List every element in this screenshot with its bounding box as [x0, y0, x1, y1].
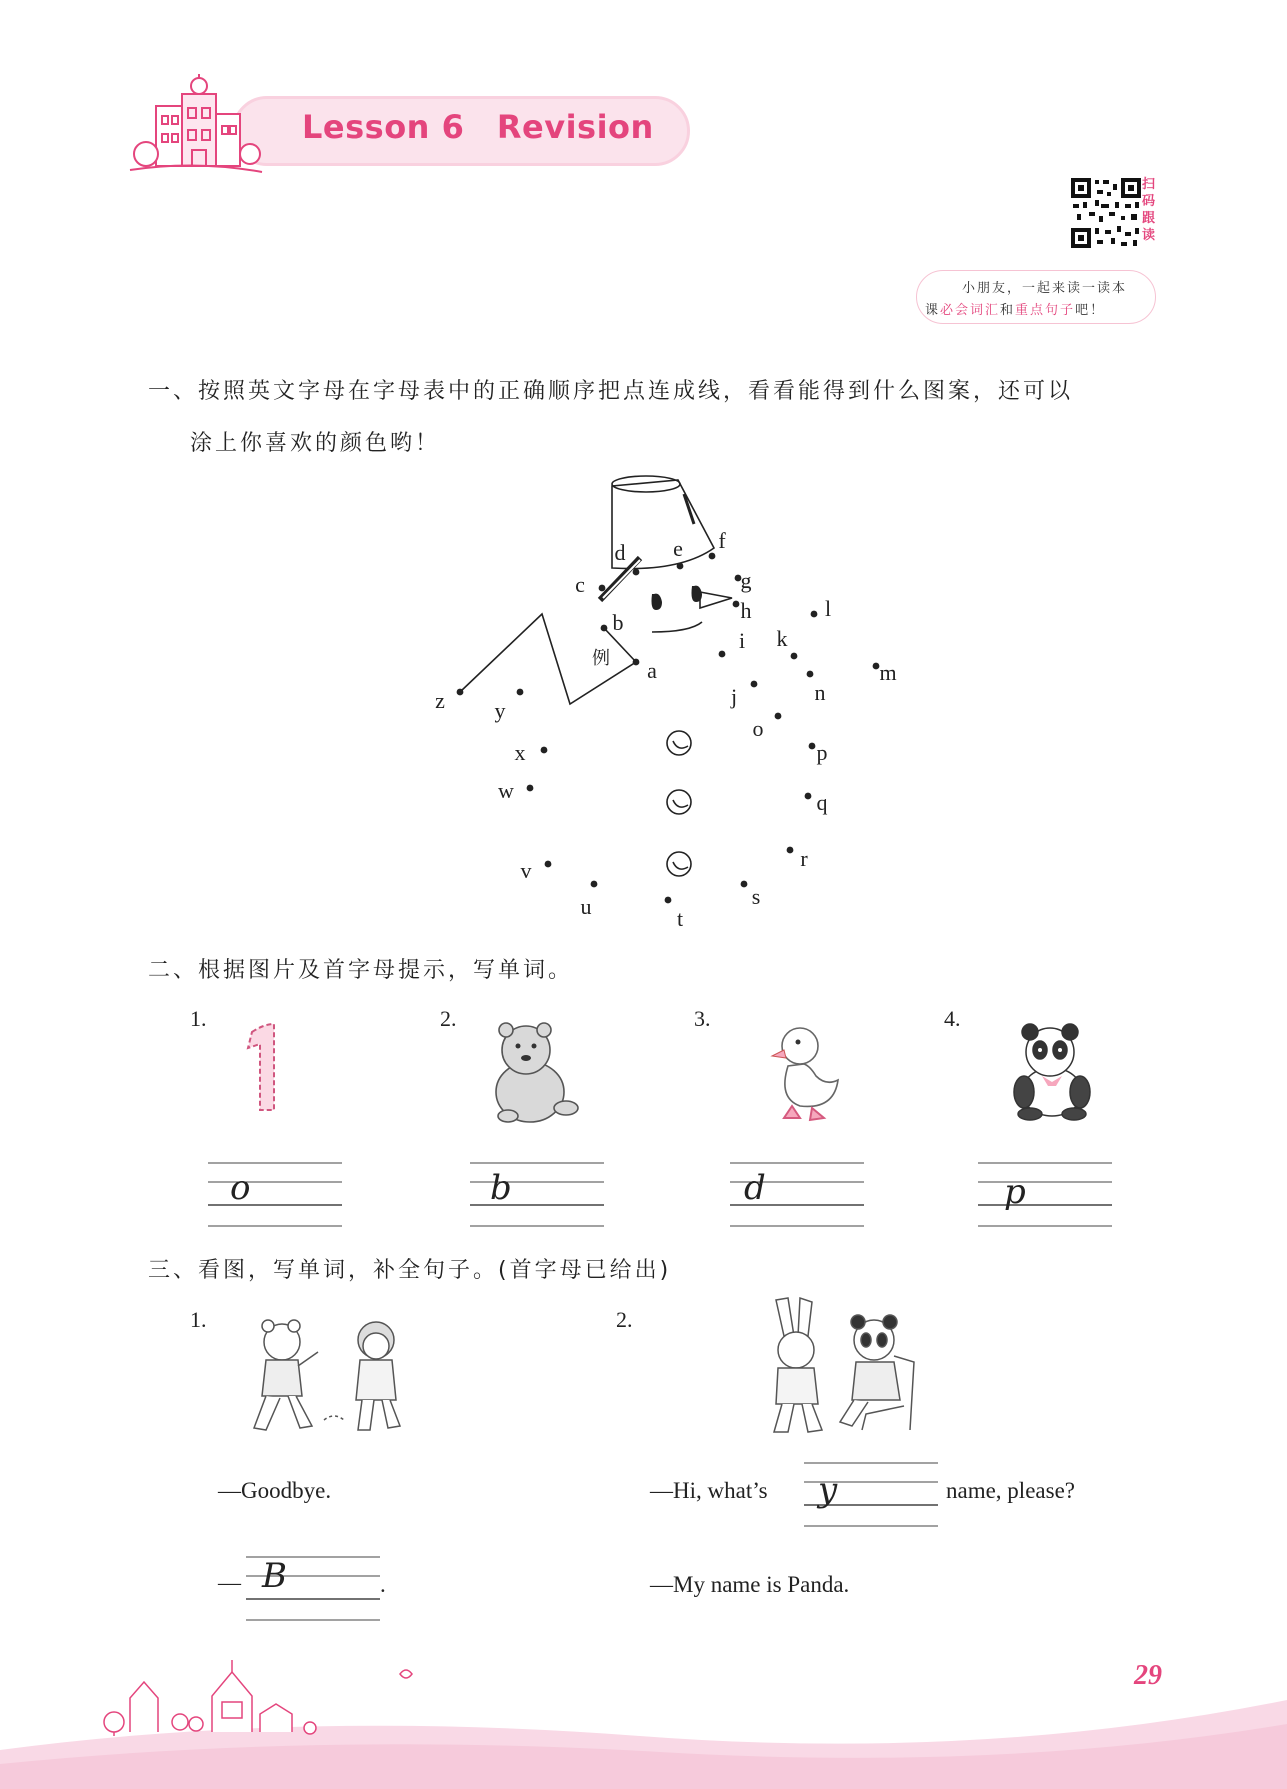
dot-label-d: d [614, 540, 626, 565]
dot-label-o: o [752, 716, 764, 741]
dot-l[interactable] [811, 611, 818, 618]
dot-label-m: m [879, 660, 897, 685]
bubble-text-line2: 课必会词汇和重点句子吧！ [925, 303, 1106, 318]
footer-town-icon [100, 1652, 420, 1740]
mouth [652, 622, 702, 632]
dialogue-line: —Goodbye. [218, 1478, 332, 1503]
dialogue-line-end: name, please? [946, 1478, 1075, 1503]
item-number: 3. [694, 1006, 711, 1031]
dot-n[interactable] [807, 671, 814, 678]
dot-label-e: e [673, 536, 683, 561]
dot-z[interactable] [457, 689, 464, 696]
dot-a[interactable] [633, 659, 640, 666]
hint-letter: p [1004, 1172, 1026, 1212]
dot-c[interactable] [599, 585, 606, 592]
lesson-title: Lesson 6 Revision [302, 108, 654, 146]
dot-label-k: k [776, 626, 788, 651]
dot-label-w: w [498, 778, 514, 803]
duck-icon [770, 1018, 846, 1122]
item-number: 1. [190, 1307, 207, 1332]
dot-r[interactable] [787, 847, 794, 854]
dialogue-dash: — [218, 1570, 241, 1595]
number-one-icon [240, 1022, 284, 1114]
item-number: 1. [190, 1006, 207, 1031]
dot-m[interactable] [873, 663, 880, 670]
carrot-nose [700, 592, 732, 608]
dot-k[interactable] [791, 653, 798, 660]
dot-v[interactable] [545, 861, 552, 868]
dot-label-b: b [612, 610, 624, 635]
dot-label-r: r [800, 846, 808, 871]
hint-letter: b [490, 1168, 512, 1208]
writing-lines-4[interactable] [978, 1160, 1112, 1230]
hint-letter: d [744, 1168, 766, 1208]
dot-label-u: u [580, 894, 592, 919]
dot-label-f: f [718, 528, 726, 553]
dot-b[interactable] [601, 625, 608, 632]
section3-instruction: 三、看图，写单词，补全句子。(首字母已给出) [148, 1258, 672, 1283]
dot-label-y: y [494, 698, 506, 723]
item-number: 2. [616, 1307, 633, 1332]
dialogue-line: —Hi, what’s [650, 1478, 768, 1503]
dot-label-c: c [575, 572, 585, 597]
dot-label-i: i [738, 628, 746, 653]
bubble-text-line1: 小朋友，一起来读一读本 [962, 281, 1128, 296]
dot-w[interactable] [527, 785, 534, 792]
dot-o[interactable] [775, 713, 782, 720]
dot-label-x: x [514, 740, 526, 765]
scan-label: 扫码跟读 [1142, 177, 1156, 243]
writing-lines-1[interactable] [208, 1160, 342, 1230]
dot-label-l: l [824, 596, 832, 621]
dot-label-h: h [740, 598, 752, 623]
dot-x[interactable] [541, 747, 548, 754]
item-number: 4. [944, 1006, 961, 1031]
section1-instruction-line1: 一、按照英文字母在字母表中的正确顺序把点连成线，看看能得到什么图案，还可以 [148, 379, 1074, 404]
dot-label-t: t [676, 906, 684, 931]
dot-d[interactable] [633, 569, 640, 576]
dot-f[interactable] [709, 553, 716, 560]
dot-label-s: s [751, 884, 761, 909]
section2-instruction: 二、根据图片及首字母提示，写单词。 [148, 958, 574, 983]
bucket-rim [612, 476, 680, 492]
hint-letter: B [262, 1556, 287, 1596]
section1-instruction-line2: 涂上你喜欢的颜色哟！ [190, 431, 441, 456]
dot-e[interactable] [677, 563, 684, 570]
dot-label-p: p [816, 740, 828, 765]
item-number: 2. [440, 1006, 457, 1031]
dot-label-v: v [520, 858, 532, 883]
dot-t[interactable] [665, 897, 672, 904]
example-label: 例 [592, 648, 610, 669]
dot-label-a: a [647, 658, 657, 683]
dot-i[interactable] [719, 651, 726, 658]
dot-q[interactable] [805, 793, 812, 800]
sentence-period: . [380, 1572, 386, 1597]
dot-j[interactable] [751, 681, 758, 688]
bear-and-girl-walking-icon [236, 1316, 420, 1440]
dot-h[interactable] [733, 601, 740, 608]
button-1 [667, 731, 691, 755]
button-2 [667, 790, 691, 814]
panda-icon [1010, 1020, 1094, 1120]
hint-letter: o [230, 1168, 251, 1208]
rabbit-and-panda-talking-icon [754, 1296, 924, 1438]
eye-left [652, 594, 663, 610]
dialogue-line: —My name is Panda. [650, 1572, 850, 1597]
dot-y[interactable] [517, 689, 524, 696]
bucket-hat [612, 480, 714, 569]
eye-right [692, 586, 703, 602]
button-3 [667, 852, 691, 876]
dot-p[interactable] [809, 743, 816, 750]
hint-letter: y [818, 1470, 838, 1510]
dot-s[interactable] [741, 881, 748, 888]
dot-label-j: j [730, 684, 738, 709]
dot-label-n: n [814, 680, 826, 705]
dot-label-g: g [740, 568, 752, 593]
page-number: 29 [1134, 1660, 1162, 1691]
dot-u[interactable] [591, 881, 598, 888]
dot-label-z: z [435, 688, 445, 713]
dot-label-q: q [816, 790, 828, 815]
bear-icon [486, 1016, 582, 1124]
